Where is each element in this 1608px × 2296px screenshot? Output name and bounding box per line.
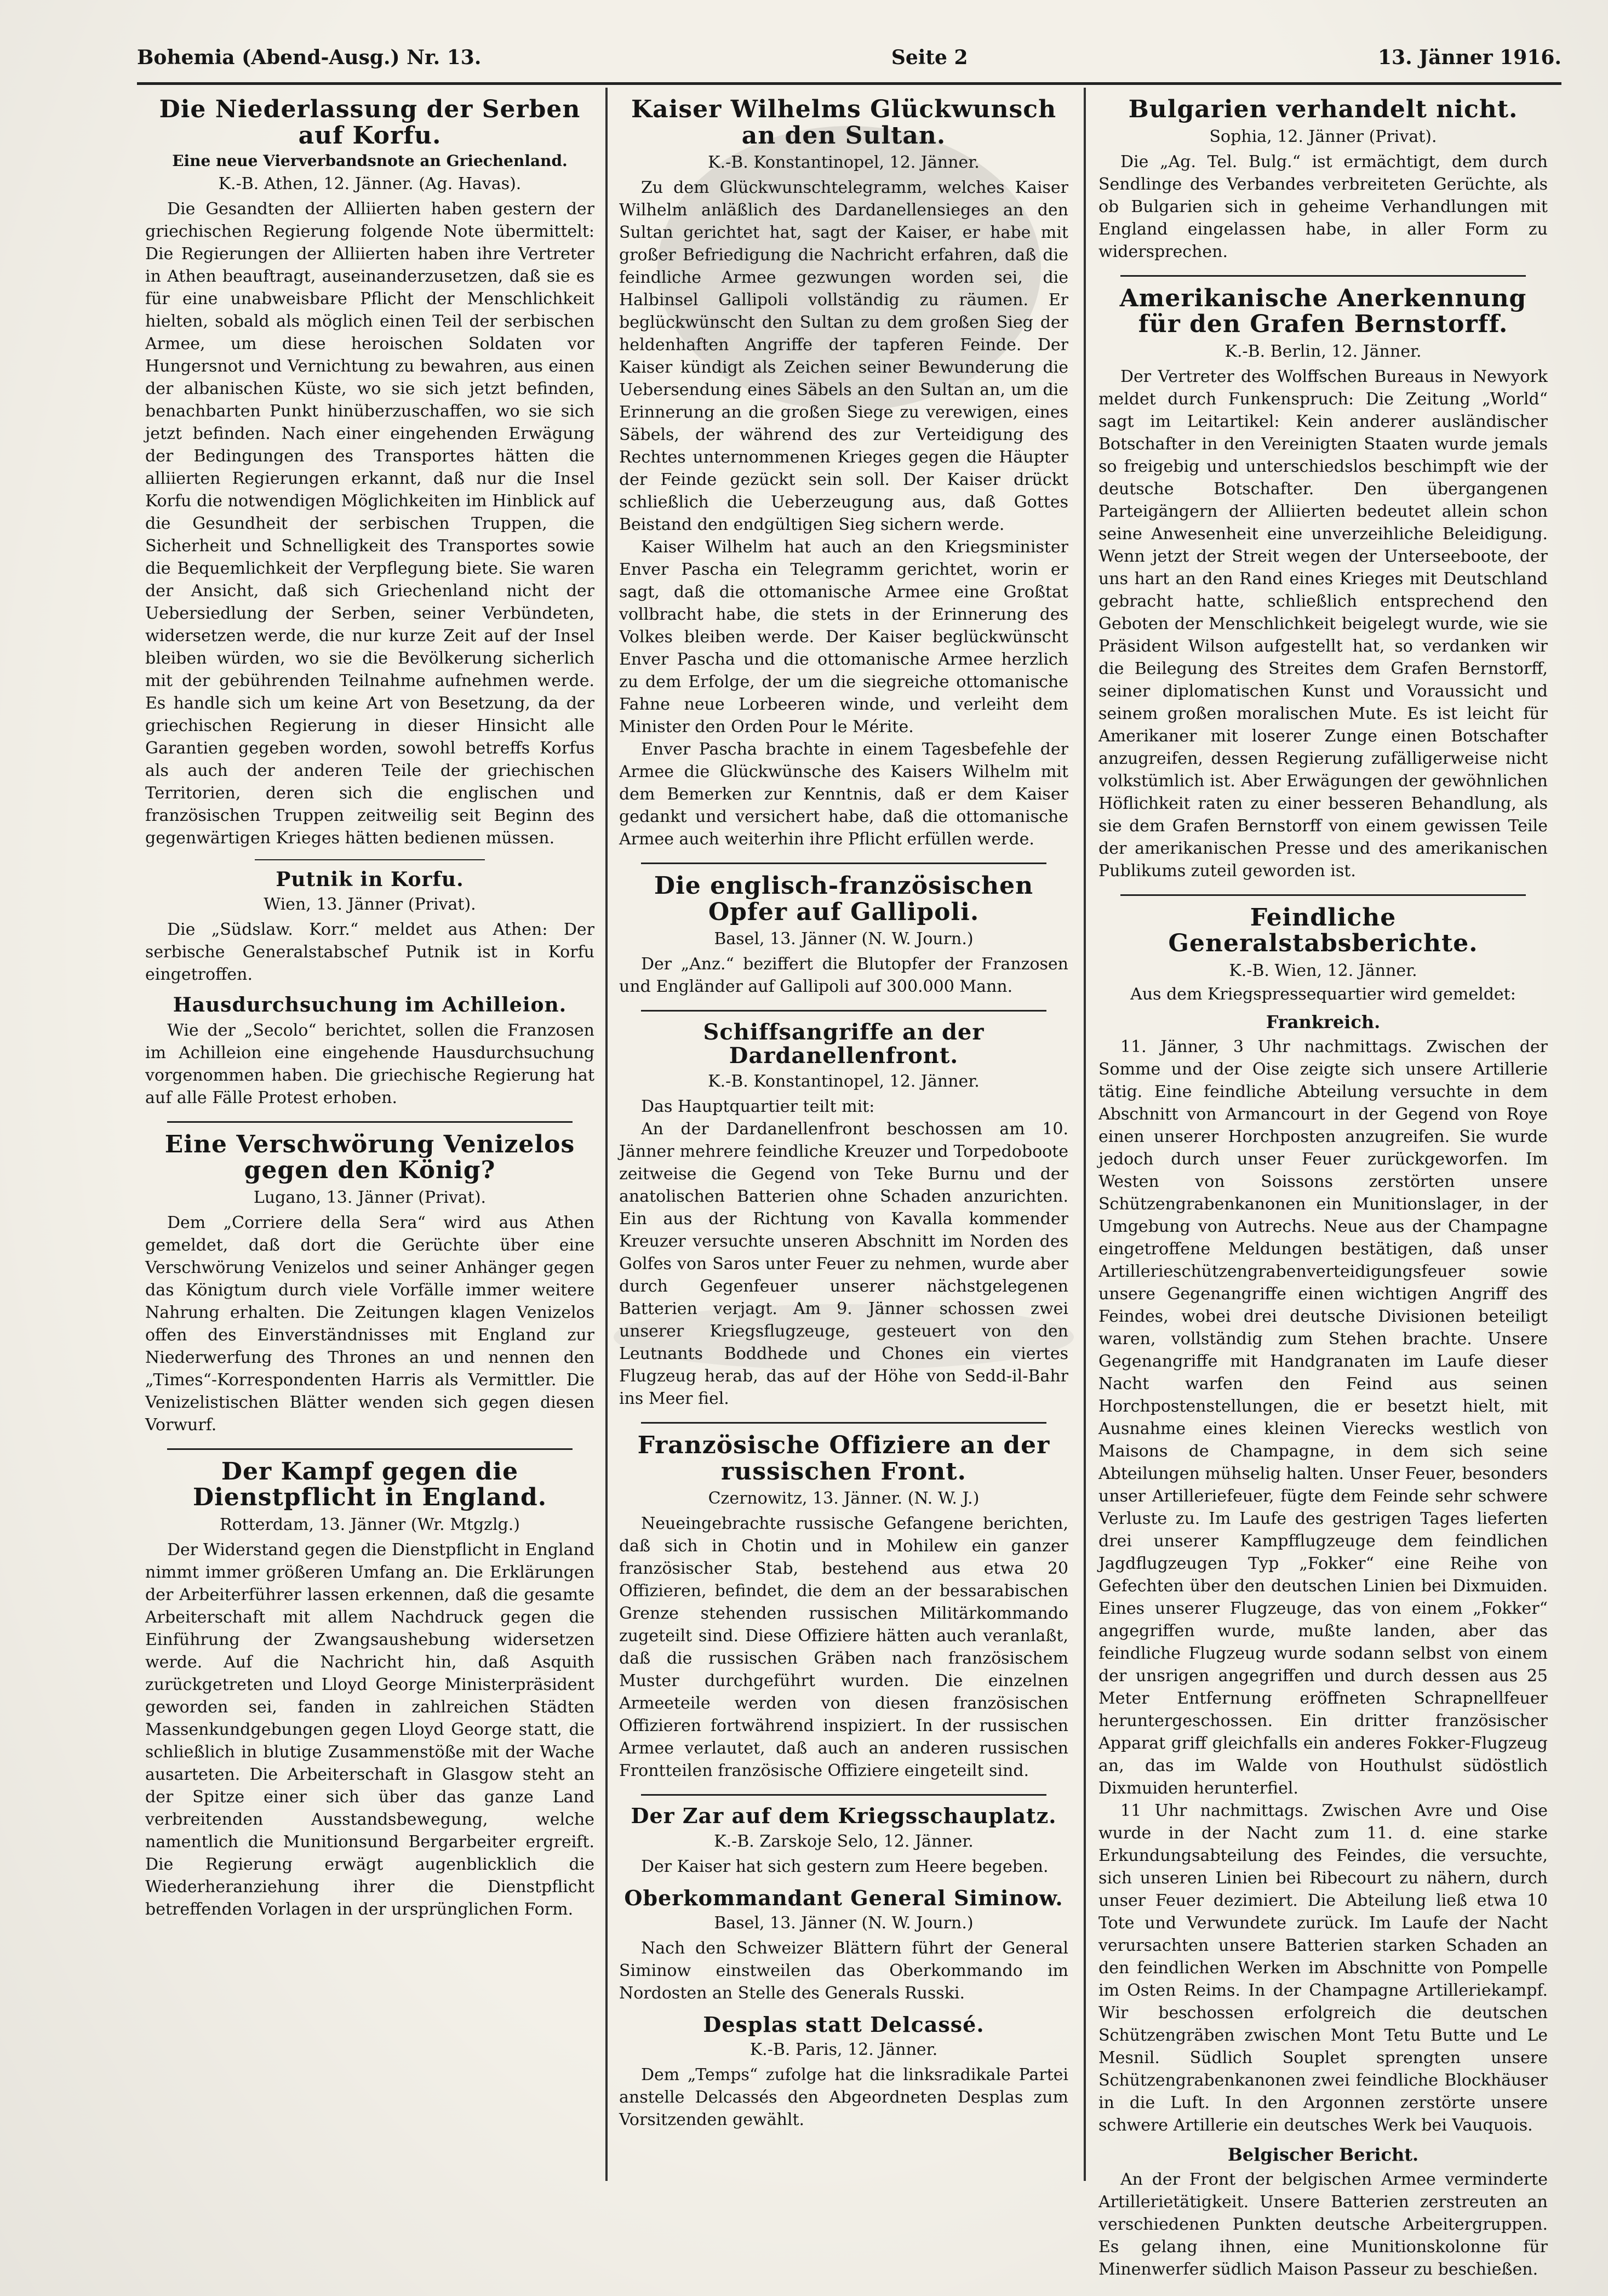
article-dateline: K.-B. Zarskoje Selo, 12. Jänner. xyxy=(714,1831,974,1851)
article-separator xyxy=(641,1422,1046,1424)
column-rule xyxy=(605,88,608,2181)
article-paragraph: Neueingebrachte russische Gefangene berichten, daß sich in Chotin und in Mohilew ein ganzer französischer Stab, bestehend aus etwa 20 Offizieren, befindet, die dem an der bessarabischen Grenze stehenden russischen Militärkommando zugeteilt sind. Diese Offiziere hätten auch veranlaßt, daß die russischen Gräben nach französischem Muster durchgeführt wurden. Die einzelnen Armeeteile werden von diesen französischen Offizieren fortwährend inspiziert. In der russischen Armee verlautet, daß auch an anderen russischen Frontteilen französische Offiziere eingeteilt sind. xyxy=(619,1514,1068,1781)
article-separator xyxy=(167,1448,573,1450)
article-separator xyxy=(1120,894,1526,896)
article-paragraph: Enver Pascha brachte in einem Tagesbefehle der Armee die Glückwünsche des Kaisers Wilhelm mit dem Bemerken zur Kenntnis, daß er dem Kaiser gedankt und versichert habe, daß die ottomanische Armee auch weiterhin ihre Pflicht erfüllen werde. xyxy=(619,740,1068,849)
article-dateline: Basel, 13. Jänner (N. W. Journ.) xyxy=(714,1913,974,1933)
column-1 xyxy=(140,88,600,2181)
article-paragraph: Der Widerstand gegen die Dienstpflicht in England nimmt immer größeren Umfang an. Die Erklärungen der Arbeiterführer lassen erkennen, daß die gesamte Arbeiterschaft mit allem Nachdruck gegen die Einführung der Zwangsaushebung widersetzen werde. Auf die Nachricht hin, daß Asquith zurückgetreten und Lloyd George Ministerpräsident geworden sei, fanden in zahlreichen Städten Massenkundgebungen gegen Lloyd George statt, die schließlich in blutige Zusammenstöße mit der Wache ausarteten. Die Arbeiterschaft in Glasgow steht an der Spitze einer sich über das ganze Land verbreitenden Ausstandsbewegung, welche namentlich die Munitionsund Bergarbeiter ergreift. Die Regierung erwägt augenblicklich die Wiederheranziehung ihrer die Dienstpflicht betreffenden Vorlagen in der ursprünglichen Form. xyxy=(145,1540,594,1919)
article-dateline: Wien, 13. Jänner (Privat). xyxy=(264,894,476,914)
column-3 xyxy=(1093,88,1553,2279)
header-page-number: Seite 2 xyxy=(891,46,968,69)
article-title: Oberkommandant General Siminow. xyxy=(624,1885,1063,1910)
article-title: Desplas statt Delcassé. xyxy=(703,2012,985,2037)
header-date: 13. Jänner 1916. xyxy=(1377,46,1561,69)
article-paragraph: 11. Jänner, 3 Uhr nachmittags. Zwischen der Somme und der Oise zeigte sich unsere Artillerie tätig. Eine feindliche Abteilung versuchte in dem Abschnitt von Armancourt in der Gegend von Roye einen unserer Horchposten anzugreifen. Sie wurde jedoch durch unser Feuer zurückgeworfen. Im Westen von Soissons zerstörten unsere Schützengrabenkanonen ein Munitionslager, in der Umgebung von Autrechs. Neue aus der Champagne eingetroffene Meldungen bestätigen, daß unser Artillerieschützengrabenverteidigungsfeuer sowie unsere Gegenangriffe einen wichtigen Angriff des Feindes, wobei drei deutsche Divisionen beteiligt waren, vollständig zum Stehen brachte. Unsere Gegenangriffe mit Handgranaten im Laufe dieser Nacht warfen den Feind aus seinen Horchpostenstellungen, die er besetzt hielt, mit Ausnahme eines kleinen Vierecks westlich von Maisons de Champagne, in dem sich seine Abteilungen mühselig halten. Unser Feuer, besonders unser Artilleriefeuer, fügte dem Feinde sehr schwere Verluste zu. Im Laufe des gestrigen Tages lieferten drei unserer Kampfflugzeuge dem feindlichen Jagdflugzeugen Typ „Fokker“ eine Reihe von Gefechten über den deutschen Linien bei Dixmuiden. Eines unserer Flugzeuge, das von einem „Fokker“ angegriffen wurde, mußte landen, aber das feindliche Flugzeug wurde sodann selbst von einem der unsrigen angegriffen und durch dessen aus 25 Meter Entfernung eröffneten Schrapnellfeuer heruntergeschossen. Ein dritter französischer Apparat griff gleichfalls ein anderes Fokker-Flugzeug an, das im Walde von Houthulst südöstlich Dixmuiden herunterfiel. xyxy=(1098,1037,1548,1798)
article-separator xyxy=(167,1121,573,1123)
article-title: Kaiser Wilhelms Glückwunsch an den Sultan. xyxy=(631,95,1057,150)
article-paragraph: Wie der „Secolo“ berichtet, sollen die Franzosen im Achilleion eine eingehende Hausdurchsuchung vorgenommen haben. Die griechische Regierung hat auf alle Fälle Protest erhoben. xyxy=(145,1020,594,1107)
article-dateline: Czernowitz, 13. Jänner. (N. W. J.) xyxy=(708,1489,980,1509)
article-dateline: K.-B. Paris, 12. Jänner. xyxy=(749,2040,938,2059)
article-dateline: Rotterdam, 13. Jänner (Wr. Mtgzlg.) xyxy=(219,1515,520,1534)
article-dateline: Lugano, 13. Jänner (Privat). xyxy=(253,1187,487,1207)
column-rule xyxy=(1084,88,1086,2181)
article-title: Schiffsangriffe an der Dardanellenfront. xyxy=(703,1019,985,1069)
article-separator xyxy=(1120,275,1526,277)
header-publication: Bohemia (Abend-Ausg.) Nr. 13. xyxy=(137,46,482,69)
article-title: Amerikanische Anerkennung für den Grafen Bernstorff. xyxy=(1119,284,1527,339)
article-separator xyxy=(641,863,1046,864)
article-title: Bulgarien verhandelt nicht. xyxy=(1128,95,1518,123)
article-title: Hausdurchsuchung im Achilleion. xyxy=(173,993,567,1016)
article-dateline: Sophia, 12. Jänner (Privat). xyxy=(1209,127,1437,146)
article-title: Feindliche Generalstabsberichte. xyxy=(1168,903,1478,958)
article-paragraph: 11 Uhr nachmittags. Zwischen Avre und Oise wurde in der Nacht zum 11. d. eine starke Erkundungsabteilung des Feindes, die versuchte, sich unseren Linien bei Ribecourt zu nähern, durch unser Feuer dezimiert. Die Abteilung ließ etwa 10 Tote und Verwundete zurück. Im Laufe der Nacht verursachten unsere Batterien starken Schaden an den feindlichen Werken im Abschnitte von Pompelle im Osten Reims. In der Champagne Artilleriekampf. Wir beschossen erfolgreich die deutschen Schützengräben zwischen Mont Tetu Butte und Le Mesnil. Südlich Souplet sprengten unsere Schützengrabenkanonen zwei feindliche Blockhäuser in die Luft. In den Argonnen zerstörte unsere schwere Artillerie ein deutsches Werk bei Vauquois. xyxy=(1098,1801,1548,2135)
article-lead: Aus dem Kriegspressequartier wird gemeldet: xyxy=(1130,984,1516,1004)
article-title: Der Kampf gegen die Dienstpflicht in England. xyxy=(192,1457,547,1512)
header-rule xyxy=(137,82,1561,85)
page-header xyxy=(137,38,1561,77)
article-paragraph: Der „Anz.“ beziffert die Blutopfer der Franzosen und Engländer auf Gallipoli auf 300.000 Mann. xyxy=(619,955,1068,997)
article-title: Der Zar auf dem Kriegsschauplatz. xyxy=(631,1803,1057,1829)
article-subtitle: Eine neue Vierverbandsnote an Griechenland. xyxy=(172,152,568,170)
article-title: Französische Offiziere an der russischen Front. xyxy=(637,1431,1050,1486)
article-dateline: K.-B. Athen, 12. Jänner. (Ag. Havas). xyxy=(218,174,522,194)
article-title: Putnik in Korfu. xyxy=(276,868,464,892)
article-dateline: Basel, 13. Jänner (N. W. Journ.) xyxy=(714,929,974,949)
article-title: Die Niederlassung der Serben auf Korfu. xyxy=(159,95,581,150)
article-paragraph: Das Hauptquartier teilt mit: xyxy=(641,1097,875,1117)
section-heading: Belgischer Bericht. xyxy=(1227,2144,1419,2165)
article-paragraph: Der Kaiser hat sich gestern zum Heere begeben. xyxy=(641,1857,1049,1876)
article-paragraph: An der Front der belgischen Armee verminderte Artillerietätigkeit. Unsere Batterien zerstreuten an verschiedenen Punkten deutsche Arbeitergruppen. Es gelang ihnen, eine Munitionskolonne für Minenwerfer südlich Maison Passeur zu beschießen. xyxy=(1098,2169,1548,2279)
section-heading: Frankreich. xyxy=(1266,1011,1381,1032)
article-separator xyxy=(641,1010,1046,1012)
article-dateline: K.-B. Konstantinopel, 12. Jänner. xyxy=(708,153,980,173)
article-paragraph: Die „Ag. Tel. Bulg.“ ist ermächtigt, dem durch Sendlinge des Verbandes verbreiteten Gerüchte, als ob Bulgarien sich in geheime Verhandlungen mit England eingelassen habe, in aller Form zu widersprechen. xyxy=(1098,152,1548,261)
column-2 xyxy=(614,88,1074,2181)
article-paragraph: Dem „Corriere della Sera“ wird aus Athen gemeldet, daß dort die Gerüchte über eine Verschwörung Venizelos und seiner Anhänger gegen das Königtum durch viele Vorfälle immer weitere Nahrung erhalten. Die Zeitungen klagen Venizelos offen des Einverständnisses mit England zur Niederwerfung des Thrones an und nennen den „Times“-Korrespondenten Harris als Vermittler. Die Venizelistischen Blätter wenden sich gegen diesen Vorwurf. xyxy=(145,1213,594,1435)
article-paragraph: Dem „Temps“ zufolge hat die linksradikale Partei anstelle Delcassés den Abgeordneten Desplas zum Vorsitzenden gewählt. xyxy=(619,2065,1068,2129)
article-paragraph: An der Dardanellenfront beschossen am 10. Jänner mehrere feindliche Kreuzer und Torpedoboote zeitweise die Gegend von Teke Burnu und der anatolischen Batterien ohne Schaden anzurichten. Ein aus der Richtung von Kavalla kommender Kreuzer versuchte unseren Abschnitt im Norden des Golfes von Saros unter Feuer zu nehmen, wurde aber durch Gegenfeuer unserer nächstgelegenen Batterien verjagt. Am 9. Jänner schossen zwei unserer Kriegsflugzeuge, gesteuert von den Leutnants Boddhede und Chones ein viertes Flugzeug herab, das auf der Höhe von Sedd-il-Bahr ins Meer fiel. xyxy=(619,1120,1068,1409)
article-paragraph: Die Gesandten der Alliierten haben gestern der griechischen Regierung folgende Note übermittelt: Die Regierungen der Alliierten haben ihre Vertreter in Athen beauftragt, auseinanderzusetzen, daß sie es für eine unabweisbare Pflicht der Menschlichkeit hielten, sobald als möglich einen Teil der serbischen Armee, um diese heroischen Soldaten vor Hungersnot und Vernichtung zu bewahren, aus einen der albanischen Küste, wo sie sich jetzt befinden, benachbarten Punkt hinüberzuschaffen, wo sie sich jetzt befinden. Nach einer eingehenden Erwägung der Bedingungen des Transportes hätten die alliierten Regierungen erkannt, daß nur die Insel Korfu die notwendigen Möglichkeiten im Hinblick auf die Gesundheit der serbischen Truppen, die Sicherheit und Schnelligkeit des Transportes sowie die Bequemlichkeit der Verpflegung biete. Sie waren der Ansicht, daß sich Griechenland nicht der Uebersiedlung der Serben, seiner Verbündeten, widersetzen werde, die nur kurze Zeit auf der Insel bleiben würden, wo sie die Bevölkerung sicherlich mit der gebührenden Teilnahme aufnehmen werde. Es handle sich um keine Art von Besetzung, da der griechischen Regierung in dieser Hinsicht alle Garantien gegeben worden, sowohl betreffs Korfus als auch der anderen Teile der griechischen Territorien, deren sich die englischen und französischen Truppen zeitweilig seit Beginn des gegenwärtigen Krieges hätten bedienen müssen. xyxy=(145,199,594,848)
article-separator xyxy=(641,1794,1046,1796)
article-dateline: K.-B. Konstantinopel, 12. Jänner. xyxy=(708,1072,980,1092)
article-separator xyxy=(255,859,485,860)
article-paragraph: Der Vertreter des Wolffschen Bureaus in Newyork meldet durch Funkenspruch: Die Zeitung „World“ sagt im Leitartikel: Kein anderer ausländischer Botschafter in den Vereinigten Staaten wurde jemals so freigebig und unterschiedslos beschimpft wie der deutsche Botschafter. Den übergangenen Parteigängern der Alliierten bedeutet allein schon seine Anwesenheit eine unverzeihliche Beleidigung. Wenn jetzt der Streit wegen der Unterseeboote, der uns hart an den Rand eines Krieges mit Deutschland gebracht hatte, schließlich entsprechend den Geboten der Menschlichkeit beigelegt wurde, wie sie Präsident Wilson aufgestellt hat, so verdanken wir die Beilegung des Streites dem Grafen Bernstorff, seiner diplomatischen Kunst und Voraussicht und seinem großen moralischen Mute. Es ist leicht für Amerikaner mit loserer Zunge einen Botschafter anzugreifen, dessen Regierung zufälligerweise nicht volkstümlich ist. Aber Erwägungen der gewöhnlichen Höflichkeit raten zu einer besseren Behandlung, als sie dem Grafen Bernstorff von einem gewissen Teile der amerikanischen Presse und des amerikanischen Publikums zuteil geworden ist. xyxy=(1098,367,1548,881)
article-paragraph: Die „Südslaw. Korr.“ meldet aus Athen: Der serbische Generalstabschef Putnik ist in Korfu eingetroffen. xyxy=(145,919,594,984)
article-dateline: K.-B. Berlin, 12. Jänner. xyxy=(1224,341,1422,361)
article-dateline: K.-B. Wien, 12. Jänner. xyxy=(1229,961,1417,980)
article-title: Eine Verschwörung Venizelos gegen den König? xyxy=(164,1130,575,1185)
article-paragraph: Kaiser Wilhelm hat auch an den Kriegsminister Enver Pascha ein Telegramm gerichtet, worin er sagt, daß die ottomanische Armee eine Großtat vollbracht habe, die stets in der Erinnerung des Volkes bleiben werde. Der Kaiser beglückwünscht Enver Pascha und die ottomanische Armee herzlich zu dem Erfolge, der um die siegreiche ottomanische Fahne neue Lorbeeren winde, und verleiht dem Minister den Orden Pour le Mérite. xyxy=(619,538,1068,737)
article-title: Die englisch-französischen Opfer auf Gallipoli. xyxy=(654,872,1034,926)
article-paragraph: Nach den Schweizer Blättern führt der General Siminow einstweilen das Oberkommando im Nordosten an Stelle des Generals Russki. xyxy=(619,1938,1068,2003)
article-paragraph: Zu dem Glückwunschtelegramm, welches Kaiser Wilhelm anläßlich des Dardanellensieges an den Sultan gerichtet hat, sagt der Kaiser, er habe mit großer Befriedigung die Nachricht erfahren, daß die feindliche Armee gezwungen worden sei, die Halbinsel Gallipoli vollständig zu räumen. Er beglückwünscht den Sultan zu dem großen Sieg der heldenhaften Angriffe der tapferen Feinde. Der Kaiser kündigt als Zeichen seiner Bewunderung die Uebersendung eines Säbels an den Sultan an, um die Erinnerung an die großen Siege zu verewigen, eines Säbels, der während des zur Verteidigung des Rechtes unternommenen Krieges gegen die Häupter der Feinde gezückt sein soll. Der Kaiser drückt schließlich die Ueberzeugung aus, daß Gottes Beistand den endgültigen Sieg sichern werde. xyxy=(619,178,1068,535)
